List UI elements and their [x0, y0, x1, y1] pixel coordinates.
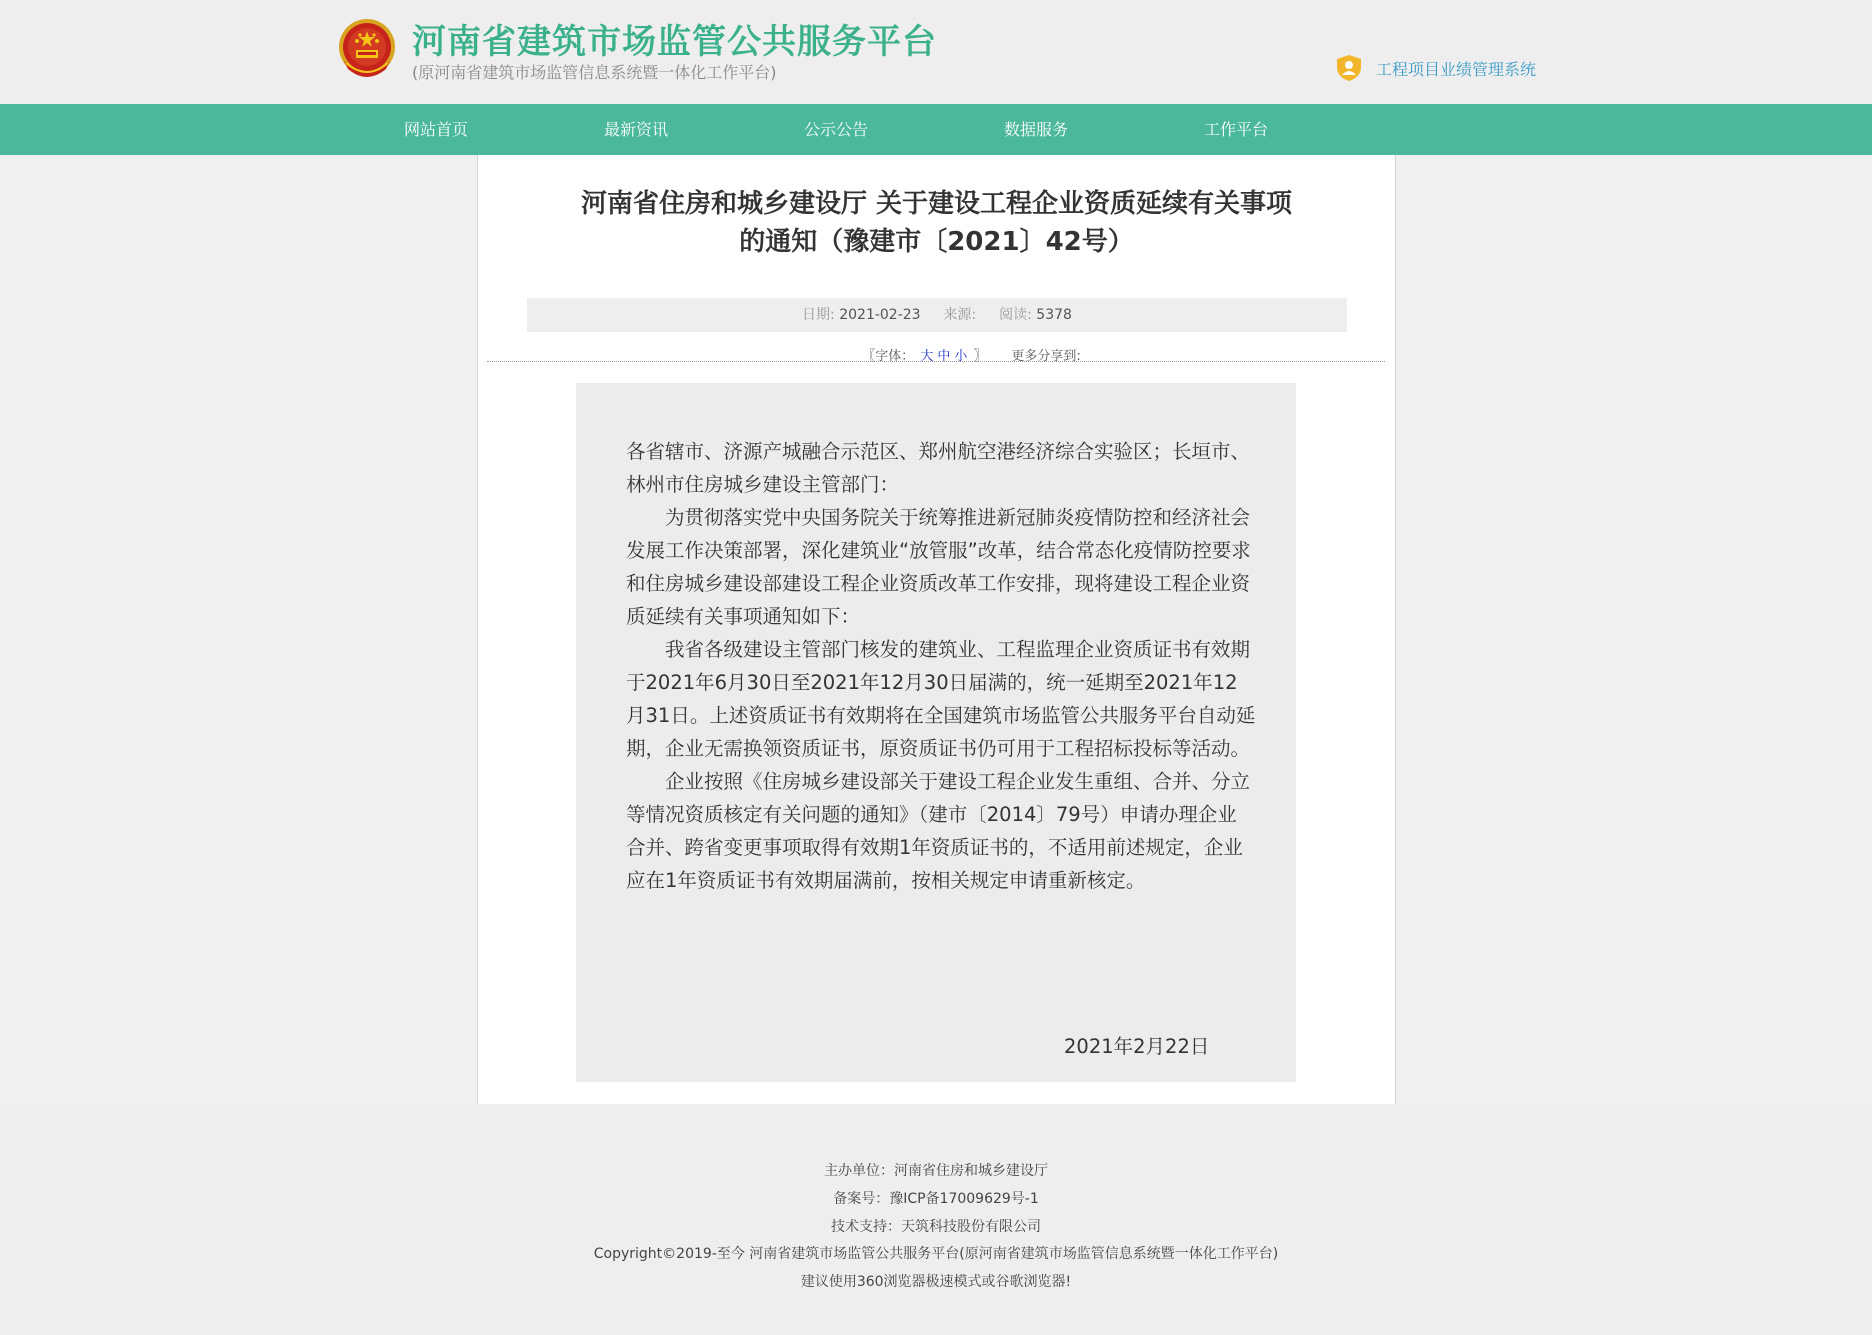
share-label: 更多分享到: — [1011, 349, 1081, 364]
site-subtitle: (原河南省建筑市场监管信息系统暨一体化工作平台) — [412, 63, 777, 82]
article-meta-bar — [527, 298, 1347, 332]
article-title-line-2: 的通知（豫建市〔2021〕42号） — [739, 227, 1134, 257]
article-title-line-1: 河南省住房和城乡建设厅 关于建设工程企业资质延续有关事项 — [580, 189, 1293, 219]
source-label: 来源: — [943, 307, 977, 323]
font-label-prefix: 〖字体： — [862, 349, 915, 364]
date-label: 日期: — [802, 307, 835, 323]
performance-system-link[interactable] — [1336, 54, 1536, 82]
user-shield-icon — [1336, 54, 1362, 82]
article-panel — [477, 155, 1396, 1104]
signature-date: 2021年2月22日 — [1064, 1035, 1210, 1058]
nav-item-data-services[interactable]: 数据服务 — [1004, 120, 1069, 139]
article-content-box — [576, 383, 1296, 1082]
article-paragraph-2: 我省各级建设主管部门核发的建筑业、工程监理企业资质证书有效期于2021年6月30日至2021年12月30日届满的，统一延期至2021年12月31日。上述资质证书有效期将在全国建筑市场监管公共服务平台自动延期，企业无需换领资质证书，原资质证书仍可用于工程招标投标等活动。 — [626, 638, 1256, 760]
font-size-small[interactable]: 小 — [954, 349, 968, 364]
footer-host: 主办单位：河南省住房和城乡建设厅 — [824, 1163, 1048, 1179]
article-body — [626, 435, 1256, 897]
nav-item-work-platform[interactable]: 工作平台 — [1204, 120, 1269, 139]
performance-system-label: 工程项目业绩管理系统 — [1376, 59, 1537, 79]
nav-item-news[interactable]: 最新资讯 — [604, 120, 669, 139]
footer-icp[interactable]: 备案号：豫ICP备17009629号-1 — [833, 1191, 1039, 1207]
footer-support: 技术支持：天筑科技股份有限公司 — [831, 1219, 1041, 1235]
font-label-suffix: 〗 — [973, 349, 987, 364]
nav-item-announcements[interactable]: 公示公告 — [804, 120, 869, 139]
site-footer — [0, 1104, 1872, 1335]
date-value: 2021-02-23 — [839, 307, 921, 323]
article-paragraph-3: 企业按照《住房城乡建设部关于建设工程企业发生重组、合并、分立等情况资质核定有关问题的通知》（建市〔2014〕79号）申请办理企业合并、跨省变更事项取得有效期1年资质证书的，不适用前述规定，企业应在1年资质证书有效期届满前，按相关规定申请重新核定。 — [626, 770, 1251, 892]
footer-browser-tip: 建议使用360浏览器极速模式或谷歌浏览器! — [800, 1274, 1072, 1290]
font-size-large[interactable]: 大 — [920, 349, 934, 364]
footer-copyright: Copyright©2019-至今 河南省建筑市场监管公共服务平台(原河南省建筑市场监管信息系统暨一体化工作平台) — [593, 1246, 1279, 1262]
site-title: 河南省建筑市场监管公共服务平台 — [412, 22, 937, 62]
site-header — [0, 0, 1872, 104]
main-nav — [0, 104, 1872, 155]
nav-item-home[interactable]: 网站首页 — [404, 120, 469, 139]
article-paragraph-addressee: 各省辖市、济源产城融合示范区、郑州航空港经济综合实验区；长垣市、林州市住房城乡建设主管部门： — [626, 440, 1251, 496]
article-paragraph-1: 为贯彻落实党中央国务院关于统筹推进新冠肺炎疫情防控和经济社会发展工作决策部署，深化建筑业“放管服”改革，结合常态化疫情防控要求和住房城乡建设部建设工程企业资质改革工作安排，现将建设工程企业资质延续有关事项通知如下： — [626, 506, 1251, 628]
divider — [487, 361, 1385, 362]
article-title — [478, 185, 1395, 261]
views-label: 阅读: — [999, 307, 1032, 323]
font-size-medium[interactable]: 中 — [937, 349, 951, 364]
views-value: 5378 — [1036, 307, 1072, 323]
national-emblem-icon — [336, 17, 398, 81]
